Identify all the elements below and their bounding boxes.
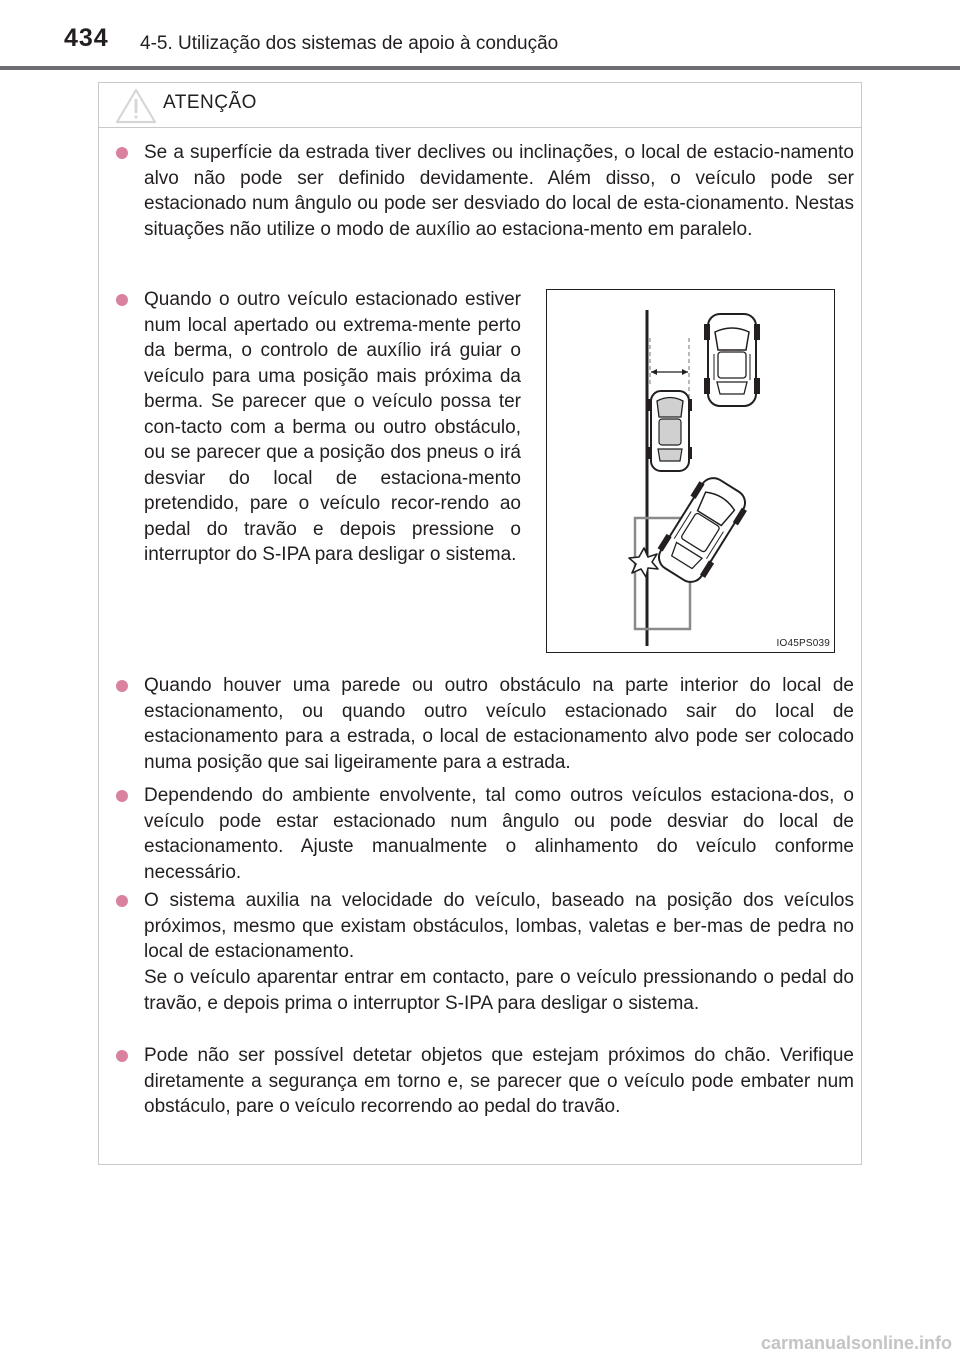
- header-rule: [0, 66, 960, 70]
- parking-illustration: [547, 290, 834, 652]
- parked-car-rear: [648, 391, 692, 471]
- warning-item-4: Dependendo do ambiente envolvente, tal como outros veículos estaciona-dos, o veículo pode estar estacionado num ângulo ou pode desviar do local de estacionamento. Ajuste manualmente o alinhamento do veículo conforme necessário.: [144, 785, 854, 883]
- impact-star-icon: [629, 548, 658, 577]
- bullet-dot: [116, 895, 128, 907]
- warning-item-5-continued: Se o veículo aparentar entrar em contacto, pare o veículo pressionando o pedal do travão, e depois prima o interruptor S-IPA para desligar o sistema.: [144, 967, 854, 1014]
- bullet-dot: [116, 790, 128, 802]
- warning-item-2: Quando o outro veículo estacionado estiver num local apertado ou extrema-mente perto da berma, o controlo de auxílio irá guiar o veículo para uma posição mais próxima da berma. Se parecer que o veículo possa ter con-tacto com a berma ou outro obstáculo, ou se parecer que a posição dos pneus o irá desviar do local de estaciona-mento pretendido, pare o veículo recor-rendo ao pedal do travão e depois pressione o interruptor do S-IPA para desligar o sistema.: [144, 289, 521, 565]
- warning-triangle-icon: [115, 88, 157, 124]
- section-title: 4-5. Utilização dos sistemas de apoio à condução: [140, 33, 559, 54]
- footer-watermark: carmanualsonline.info: [760, 1333, 952, 1353]
- warning-box: [98, 82, 862, 1165]
- warning-item-5: O sistema auxilia na velocidade do veículo, baseado na posição dos veículos próximos, mesmo que existam obstáculos, lombas, valetas e ber-mas de pedra no local de estacionamento.: [144, 890, 854, 962]
- own-car-angled: [651, 471, 754, 589]
- warning-item-3: Quando houver uma parede ou outro obstáculo na parte interior do local de estacionamento, ou quando outro veículo estacionado sair do local de estacionamento para a estrada, o local de estacionamento alvo pode ser colocado numa posição que sai ligeiramente para a estrada.: [144, 675, 854, 773]
- page-number: 434: [64, 24, 109, 52]
- parked-car-front: [704, 314, 760, 406]
- figure-code: IO45PS039: [776, 638, 830, 649]
- warning-item-6: Pode não ser possível detetar objetos que estejam próximos do chão. Verifique diretamente a segurança em torno e, se parecer que o veículo pode embater num obstáculo, pare o veículo recorrendo ao pedal do travão.: [144, 1045, 854, 1117]
- warning-title: ATENÇÃO: [163, 92, 257, 113]
- parking-diagram: [546, 289, 835, 653]
- bullet-dot: [116, 294, 128, 306]
- bullet-dot: [116, 147, 128, 159]
- bullet-dot: [116, 1050, 128, 1062]
- warning-item-1: Se a superfície da estrada tiver declives ou inclinações, o local de estacio-namento alvo não pode ser definido devidamente. Além disso, o veículo pode ser estacionado num ângulo ou pode ser desviado do local de esta-cionamento. Nestas situações não utilize o modo de auxílio ao estaciona-mento em paralelo.: [144, 142, 854, 240]
- warning-header: [99, 83, 861, 128]
- bullet-dot: [116, 680, 128, 692]
